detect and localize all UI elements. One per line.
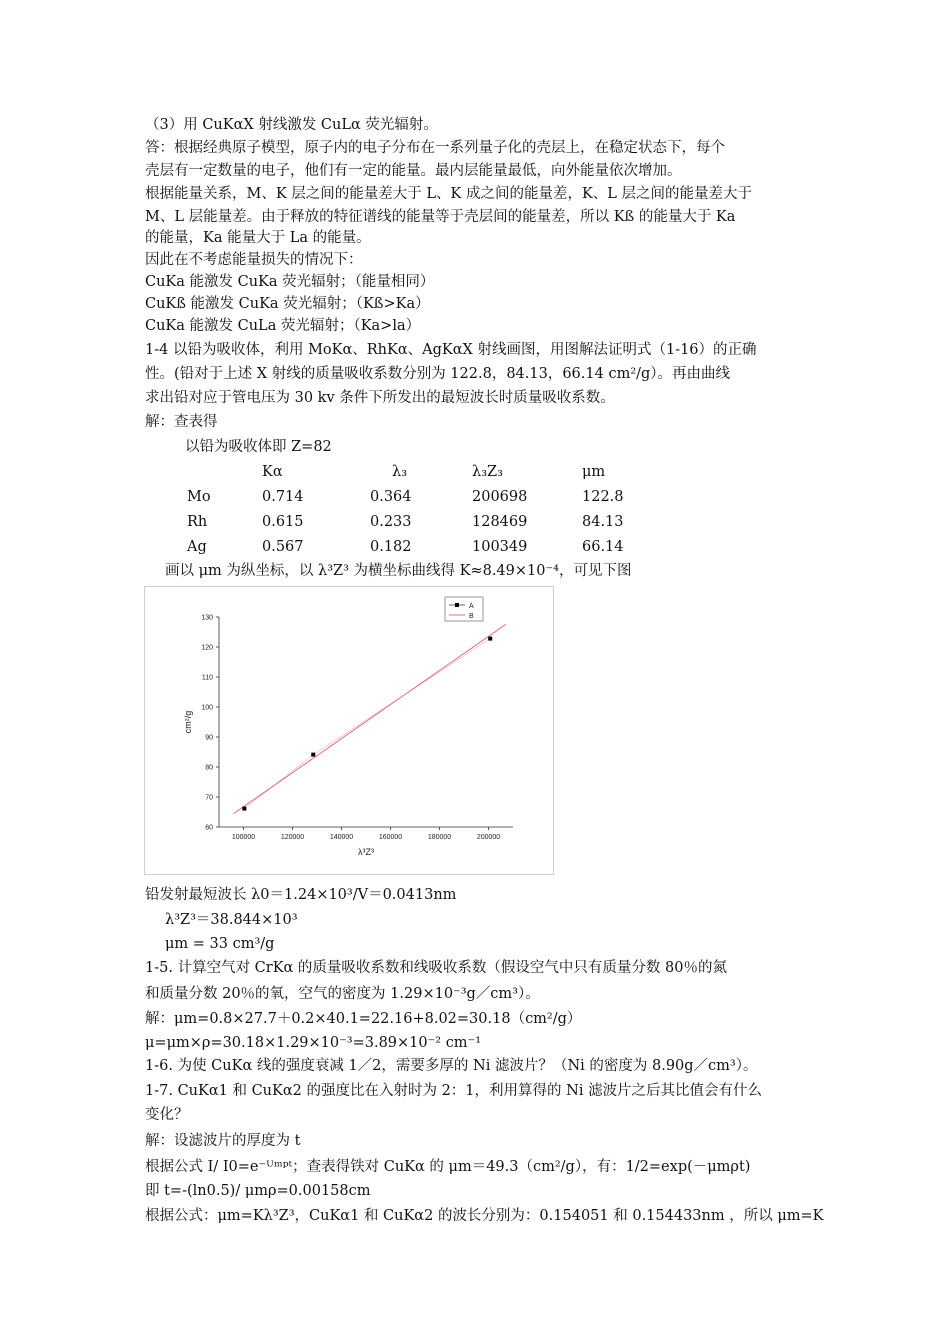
y-tick-label: 70 — [205, 794, 213, 802]
y-tick-label: 60 — [205, 824, 213, 832]
data-point-a — [488, 637, 492, 641]
text-line: 以铅为吸收体即 Z=82 — [185, 439, 332, 455]
series-a-segment — [313, 639, 490, 755]
text-line: μm = 33 cm³/g — [165, 936, 275, 952]
text-line: 壳层有一定数量的电子，他们有一定的能量。最内层能量最低，向外能量依次增加。 — [145, 163, 682, 179]
x-axis-title: λ³Z³ — [358, 847, 374, 857]
table-header: Kα — [262, 464, 283, 480]
x-tick-label: 160000 — [378, 834, 403, 841]
text-line: 1-7. CuKα1 和 CuKα2 的强度比在入射时为 2：1，利用算得的 Ni 滤波片之后其比值会有什么 — [145, 1083, 763, 1099]
table-header: μm — [582, 464, 606, 480]
text-line: 画以 μm 为纵坐标，以 λ³Z³ 为横坐标曲线得 K≈8.49×10⁻⁴，可见下图 — [165, 563, 632, 579]
text-line: 1-4 以铅为吸收体，利用 MoKα、RhKα、AgKαX 射线画图，用图解法证明式（1-16）的正确 — [145, 342, 757, 358]
data-point-a — [242, 807, 246, 811]
text-line: CuKß 能激发 CuKa 荧光辐射；（Kß>Ka） — [145, 296, 430, 312]
table-cell: 0.182 — [370, 539, 412, 555]
table-cell: 0.567 — [262, 539, 304, 555]
legend-box — [445, 597, 483, 621]
y-tick-label: 80 — [205, 764, 213, 772]
text-line: 性。(铅对于上述 X 射线的质量吸收系数分别为 122.8，84.13，66.14 cm²/g）。再由曲线 — [145, 366, 731, 382]
legend-label-a: A — [469, 603, 474, 610]
y-axis-title: cm²/g — [183, 710, 193, 734]
text-line: CuKa 能激发 CuLa 荧光辐射；（Ka>la） — [145, 318, 421, 334]
text-line: 根据公式：μm=Kλ³Z³，CuKα1 和 CuKα2 的波长分别为：0.154051 和 0.154433nm ，所以 μm=K — [145, 1208, 824, 1224]
x-tick-label: 200000 — [476, 834, 501, 841]
chart-figure — [144, 586, 554, 875]
x-tick-label: 120000 — [280, 834, 305, 841]
text-line: （3）用 CuKαX 射线激发 CuLα 荧光辐射。 — [145, 117, 438, 133]
table-cell: 128469 — [472, 514, 528, 530]
table-cell: 0.364 — [370, 489, 412, 505]
table-cell: 84.13 — [582, 514, 624, 530]
table-header: λ₃ — [392, 464, 408, 480]
text-line: 的能量，Ka 能量大于 La 的能量。 — [145, 230, 371, 246]
table-cell: 0.233 — [370, 514, 412, 530]
y-tick-label: 100 — [201, 704, 213, 712]
table-cell: 0.714 — [262, 489, 304, 505]
text-line: 解：查表得 — [145, 414, 218, 430]
text-line: 和质量分数 20％的氧，空气的密度为 1.29×10⁻³g／cm³）。 — [145, 986, 540, 1002]
legend-marker-a — [455, 603, 459, 607]
text-line: 即 t=-(ln0.5)/ μmρ=0.00158cm — [145, 1183, 371, 1199]
x-tick-label: 180000 — [427, 834, 452, 841]
text-line: λ³Z³＝38.844×10³ — [165, 912, 298, 928]
data-point-a — [311, 753, 315, 757]
table-cell: Rh — [187, 514, 208, 530]
text-line: 变化？ — [145, 1107, 189, 1123]
table-cell: 66.14 — [582, 539, 624, 555]
chart-svg — [145, 587, 553, 874]
text-line: 因此在不考虑能量损失的情况下： — [145, 252, 363, 268]
text-line: μ=μm×ρ=30.18×1.29×10⁻³=3.89×10⁻² cm⁻¹ — [145, 1035, 482, 1051]
text-line: 解：设滤波片的厚度为 t — [145, 1133, 301, 1149]
text-line: M、L 层能量差。由于释放的特征谱线的能量等于壳层间的能量差，所以 Kß 的能量大于 Ka — [145, 209, 736, 225]
table-cell: Ag — [187, 539, 207, 555]
y-tick-label: 110 — [201, 674, 213, 682]
table-header: λ₃Z₃ — [472, 464, 503, 480]
x-tick-label: 140000 — [329, 834, 354, 841]
y-tick-label: 130 — [201, 614, 213, 622]
table-cell: 122.8 — [582, 489, 624, 505]
series-a-segment — [244, 755, 313, 809]
text-line: 解：μm=0.8×27.7＋0.2×40.1=22.16+8.02=30.18（cm²/g） — [145, 1011, 582, 1027]
table-cell: 0.615 — [262, 514, 304, 530]
text-line: 根据能量关系，M、K 层之间的能量差大于 L、K 成之间的能量差，K、L 层之间的能量差大于 — [145, 186, 753, 202]
y-tick-label: 120 — [201, 644, 213, 652]
legend-label-b: B — [469, 613, 474, 620]
text-line: 根据公式 I/ I0=e⁻ᵁᵐᵖᵗ；查表得铁对 CuKα 的 μm＝49.3（cm²/g），有：1/2=exp(－μmρt) — [145, 1159, 751, 1175]
x-tick-label: 100000 — [231, 834, 256, 841]
text-line: 答：根据经典原子模型，原子内的电子分布在一系列量子化的壳层上，在稳定状态下，每个 — [145, 140, 725, 156]
text-line: 铅发射最短波长 λ0＝1.24×10³/V＝0.0413nm — [145, 887, 457, 903]
table-cell: Mo — [187, 489, 211, 505]
text-line: 1-5. 计算空气对 CrKα 的质量吸收系数和线吸收系数（假设空气中只有质量分数 80％的氮 — [145, 960, 727, 976]
table-cell: 200698 — [472, 489, 528, 505]
text-line: 1-6. 为使 CuKα 线的强度衰减 1／2，需要多厚的 Ni 滤波片？（Ni 的密度为 8.90g／cm³）。 — [145, 1058, 758, 1074]
table-cell: 100349 — [472, 539, 528, 555]
text-line: 求出铅对应于管电压为 30 kv 条件下所发出的最短波长时质量吸收系数。 — [145, 390, 615, 406]
text-line: CuKa 能激发 CuKa 荧光辐射；（能量相同） — [145, 274, 435, 290]
y-tick-label: 90 — [205, 734, 213, 742]
